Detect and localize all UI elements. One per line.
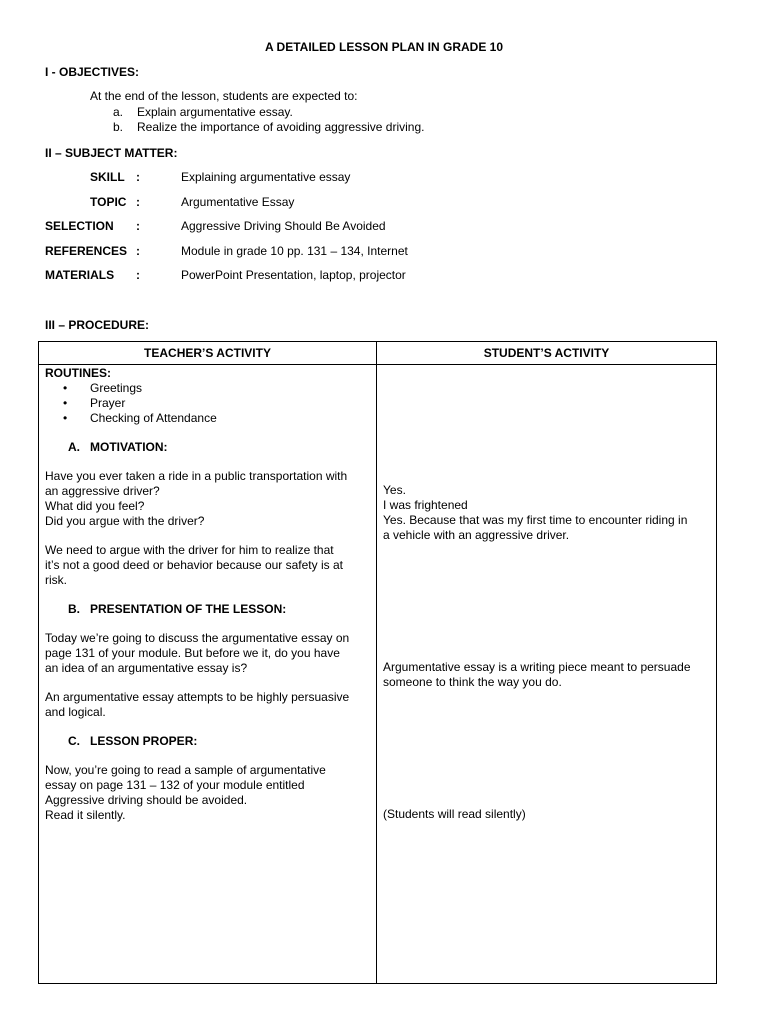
text-line: We need to argue with the driver for him to realize that: [45, 543, 334, 557]
text-line: Did you argue with the driver?: [45, 514, 205, 528]
subject-value: Explaining argumentative essay: [181, 170, 351, 184]
section-label: C.: [68, 734, 80, 748]
subject-key: MATERIALS: [45, 268, 115, 282]
text-line: an aggressive driver?: [45, 484, 160, 498]
bullet-icon: •: [63, 396, 68, 410]
subject-separator: :: [136, 268, 140, 282]
text-line: risk.: [45, 573, 67, 587]
answer-line: Argumentative essay is a writing piece meant to persuade: [383, 660, 691, 674]
text-line: Today we’re going to discuss the argumentative essay on: [45, 631, 350, 645]
subject-key: SKILL: [90, 170, 125, 184]
student-activity-cell: [377, 365, 717, 984]
student-activity-header: STUDENT’S ACTIVITY: [377, 342, 717, 365]
table-row: [39, 365, 717, 984]
text-line: it’s not a good deed or behavior because our safety is at: [45, 558, 343, 572]
objectives-heading: I - OBJECTIVES:: [45, 65, 140, 79]
text-line: An argumentative essay attempts to be highly persuasive: [45, 690, 350, 704]
objective-text: Explain argumentative essay.: [137, 105, 293, 119]
text-line: page 131 of your module. But before we it, do you have: [45, 646, 340, 660]
text-line: essay on page 131 – 132 of your module entitled: [45, 778, 305, 792]
answer-line: I was frightened: [383, 498, 468, 512]
subject-separator: :: [136, 219, 140, 233]
bullet-icon: •: [63, 381, 68, 395]
text-line: What did you feel?: [45, 499, 145, 513]
text-line: and logical.: [45, 705, 106, 719]
subject-separator: :: [136, 195, 140, 209]
subject-key: SELECTION: [45, 219, 114, 233]
subject-matter-heading: II – SUBJECT MATTER:: [45, 146, 178, 160]
subject-value: Module in grade 10 pp. 131 – 134, Internet: [181, 244, 408, 258]
objective-label: b.: [113, 120, 124, 134]
subject-value: PowerPoint Presentation, laptop, projector: [181, 268, 406, 282]
subject-key: REFERENCES: [45, 244, 128, 258]
section-title: MOTIVATION:: [90, 440, 168, 454]
section-title: LESSON PROPER:: [90, 734, 198, 748]
subject-value: Aggressive Driving Should Be Avoided: [181, 219, 386, 233]
routines-heading: ROUTINES:: [45, 366, 111, 380]
procedure-table: [38, 341, 717, 984]
teacher-activity-cell: [39, 365, 377, 984]
list-item: Prayer: [90, 396, 126, 410]
text-line: Aggressive driving should be avoided.: [45, 793, 248, 807]
bullet-icon: •: [63, 411, 68, 425]
subject-separator: :: [136, 244, 140, 258]
answer-line: Yes. Because that was my first time to encounter riding in: [383, 513, 688, 527]
text-line: Now, you’re going to read a sample of argumentative: [45, 763, 326, 777]
objectives-intro: At the end of the lesson, students are expected to:: [90, 89, 358, 103]
text-line: Have you ever taken a ride in a public transportation with: [45, 469, 348, 483]
answer-line: Yes.: [383, 483, 406, 497]
answer-line: a vehicle with an aggressive driver.: [383, 528, 570, 542]
subject-separator: :: [136, 170, 140, 184]
answer-line: (Students will read silently): [383, 807, 526, 821]
table-header-row: [39, 342, 717, 365]
section-title: PRESENTATION OF THE LESSON:: [90, 602, 287, 616]
procedure-heading: III – PROCEDURE:: [45, 318, 150, 332]
list-item: Greetings: [90, 381, 143, 395]
answer-line: someone to think the way you do.: [383, 675, 562, 689]
objective-label: a.: [113, 105, 124, 119]
subject-key: TOPIC: [90, 195, 127, 209]
text-line: Read it silently.: [45, 808, 126, 822]
section-label: B.: [68, 602, 80, 616]
objective-text: Realize the importance of avoiding aggressive driving.: [137, 120, 425, 134]
subject-value: Argumentative Essay: [181, 195, 295, 209]
text-line: an idea of an argumentative essay is?: [45, 661, 248, 675]
list-item: Checking of Attendance: [90, 411, 217, 425]
document-title: A DETAILED LESSON PLAN IN GRADE 10: [264, 40, 504, 54]
teacher-activity-header: TEACHER’S ACTIVITY: [39, 342, 377, 365]
section-label: A.: [68, 440, 80, 454]
